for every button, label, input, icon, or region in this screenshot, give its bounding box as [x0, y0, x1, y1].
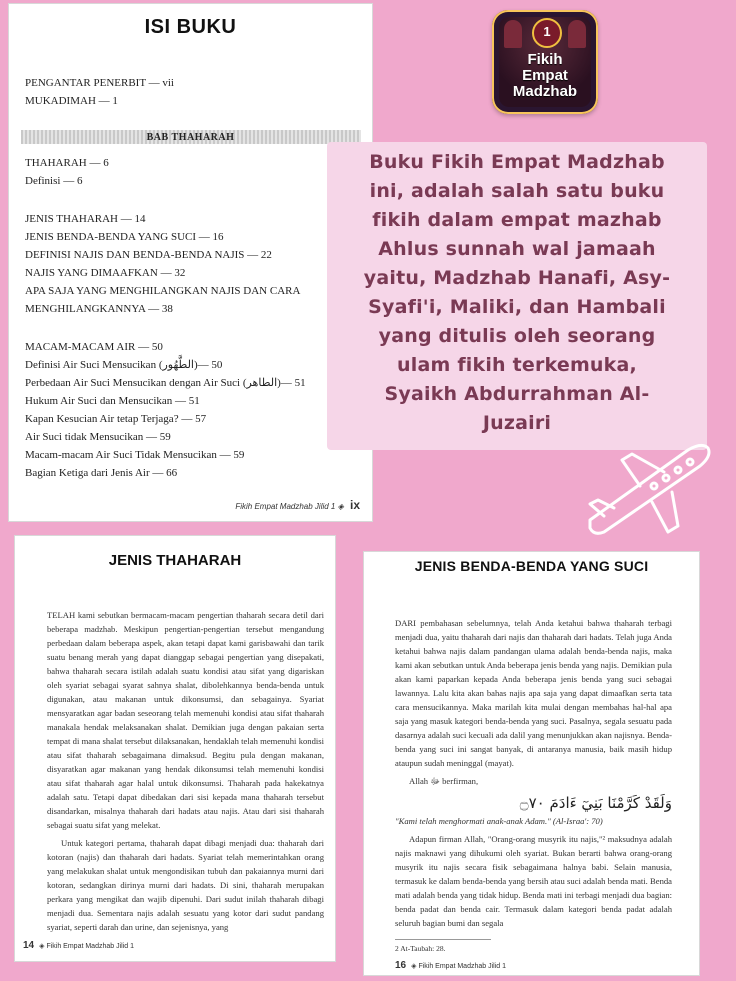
toc-entry[interactable]: NAJIS YANG DIMAAFKAN — 32 [25, 267, 186, 279]
caption-line: ini, adalah salah satu buku [369, 180, 665, 202]
caption-line: Buku Fikih Empat Madzhab [369, 151, 665, 173]
toc-entry[interactable]: Macam-macam Air Suci Tidak Mensucikan — 59 [25, 449, 245, 461]
toc-entry[interactable]: Air Suci tidak Mensucikan — 59 [25, 431, 171, 443]
verse-translation: "Kami telah menghormati anak-anak Adam." (Al-Israa': 70) [395, 816, 603, 826]
logo-text-line3: Madzhab [512, 83, 578, 100]
page-title: JENIS THAHARAH [108, 552, 242, 569]
minaret-icon [504, 20, 522, 48]
paragraph: Adapun firman Allah, "Orang-orang musyrik itu najis,"² maksudnya adalah najis maknawi yang dihukumi oleh syariat. Bukan berarti bahwa orang-orang musyrik itu najis secara fisik sebagaimana halnya babi. Selain manusia, termasuk ke dalam benda-benda yang bersih atau suci adalah benda mati. Benda mati adalah benda yang tidak hidup. Benda mati ini terbagi menjadi dua bagian: benda padat dan benda cair. Termasuk dalam kategori benda padat adalah seluruh bagian bumi dan segala [395, 834, 672, 928]
airplane-icon [560, 420, 720, 540]
footnote: 2 At-Taubah: 28. [395, 944, 446, 953]
toc-entry[interactable]: MENGHILANGKANNYA — 38 [25, 303, 173, 315]
toc-entry[interactable]: Definisi Air Suci Mensucikan (الطَّهُور)— 50 [25, 359, 223, 371]
paragraph: DARI pembahasan sebelumnya, telah Anda ketahui bahwa thaharah terbagi menjadi dua, yaitu thaharah dari najis dan thaharah dari hadats. Telah juga Anda ketahui bahwa najis dalam pandangan ulama adalah benda-benda najis, maka kami akan sebutkan untuk Anda beberapa jenis benda yang najis. Demikian pula akan kami paparkan kepada Anda beberapa jenis benda yang suci sebagai lawannya. Lalu kita akan bahas najis apa saja yang dapat dimaafkan serta tata cara mensucikannya. Maka marilah kita mulai dengan membahas hal-hal apa saja yang masuk kategori benda-benda yang suci. Pasalnya, segala sesuatu pada dasarnya adalah suci kecuali ada dalil yang menunjukkan akan najisnya. Benda-benda yang suci ini sangat banyak, di antaranya manusia, baik masih hidup ataupun sudah meninggal (mayat). [395, 618, 672, 768]
volume-badge: 1 [532, 18, 562, 48]
toc-entry[interactable]: PENGANTAR PENERBIT — vii [25, 77, 174, 89]
caption-line: ulam fikih terkemuka, [397, 354, 637, 376]
arabic-verse: وَلَقَدْ كَرَّمْنَا بَنِيٓ ءَادَمَ ۝٧٠ [519, 794, 672, 812]
caption-box [327, 142, 707, 450]
footnote-divider [395, 939, 491, 940]
page-body [395, 616, 672, 930]
toc-entry[interactable]: THAHARAH — 6 [25, 157, 109, 169]
toc-entries-bab [25, 154, 365, 482]
footer-text: ◈ Fikih Empat Madzhab Jilid 1 [411, 963, 506, 970]
toc-entry[interactable]: Hukum Air Suci dan Mensucikan — 51 [25, 395, 200, 407]
toc-entry[interactable]: Bagian Ketiga dari Jenis Air — 66 [25, 467, 178, 479]
caption-line: Syafi'i, Maliki, dan Hambali [368, 296, 666, 318]
toc-entry[interactable]: JENIS BENDA-BENDA YANG SUCI — 16 [25, 231, 224, 243]
caption-line: Juzairi [482, 412, 552, 434]
paragraph: TELAH kami sebutkan bermacam-macam pengertian thaharah secara detil dari beberapa madzhab. Meskipun pengertian-pengertian tersebut mengandung perbedaan dalam beberapa aspek, akan tetapi dapat kami garisbawahi dan tarik suatu benang merah yang dapat dianggap sebagai pengertian yang disepakati, bahwa thaharah secara istilah adalah suatu kondisi atau sifat yang digariskan oleh syariat sebagai syarat sahnya shalat, dibolehkannya benda-benda untuk digunakan, atau makanan untuk dikonsumsi, dan sebagainya. Syariat mensyaratkan agar badan seseorang telah memenuhi kondisi atau sifat thaharah manakala hendak melaksanakan shalat. Demikian juga dengan pakaian serta tempat di mana shalat tersebut dilaksanakan, hendaklah telah memenuhi kondisi atau sifat thaharah sebagaimana dimaksud. Begitu pula dengan makanan, disyaratkan agar makanan yang hendak dikonsumsi telah memenuhi kondisi atau sifat thaharah agar halal untuk dikonsumsi. Thaharah pada hakekatnya adalah satu. Tetapi dapat dibedakan dari sisi kepada mana thaharah tersebut disandarkan, misalnya thaharah dari hadats atau najis. Atau dari sisi thaharah sebagai suatu sifat yang melekat. [47, 610, 324, 830]
caption-line: yang ditulis oleh seorang [378, 325, 656, 347]
toc-footer-text: Fikih Empat Madzhab Jilid 1 ◈ [235, 502, 344, 511]
caption-line: Ahlus sunnah wal jamaah [378, 238, 656, 260]
toc-footer [235, 498, 360, 512]
caption-line: Syaikh Abdurrahman Al- [384, 383, 650, 405]
minaret-icon [568, 20, 586, 48]
toc-entry[interactable]: MUKADIMAH — 1 [25, 95, 118, 107]
page-jenis-thaharah [15, 536, 335, 961]
toc-title: ISI BUKU [144, 16, 237, 38]
toc-entry[interactable]: Kapan Kesucian Air tetap Terjaga? — 57 [25, 413, 207, 425]
toc-entry[interactable]: Definisi — 6 [25, 175, 83, 187]
page-number: 16 [395, 960, 407, 971]
toc-entries [25, 74, 365, 110]
app-logo[interactable] [492, 10, 598, 114]
bab-title: BAB THAHARAH [146, 132, 235, 143]
caption-text [327, 148, 707, 438]
caption-line: fikih dalam empat mazhab [372, 209, 662, 231]
footer-text: ◈ Fikih Empat Madzhab Jilid 1 [39, 943, 134, 950]
toc-page [9, 4, 372, 521]
toc-entry[interactable]: MACAM-MACAM AIR — 50 [25, 341, 163, 353]
page-footer [395, 960, 506, 971]
logo-text-line2: Empat [522, 67, 568, 84]
paragraph: Allah ﷻ berfirman, [409, 776, 479, 786]
toc-page-number: ix [349, 498, 360, 512]
toc-entry[interactable]: APA SAJA YANG MENGHILANGKAN NAJIS DAN CARA [25, 285, 301, 297]
page-title: JENIS BENDA-BENDA YANG SUCI [414, 558, 649, 574]
page-number: 14 [23, 940, 35, 951]
toc-entry[interactable]: DEFINISI NAJIS DAN BENDA-BENDA NAJIS — 22 [25, 249, 272, 261]
caption-line: yaitu, Madzhab Hanafi, Asy- [363, 267, 671, 289]
page-body [47, 608, 324, 934]
logo-text-line1: Fikih [527, 51, 563, 68]
page-jenis-benda-suci [364, 552, 699, 975]
page-footer [23, 940, 134, 951]
toc-entry[interactable]: Perbedaan Air Suci Mensucikan dengan Air Suci (الطاهر)— 51 [25, 377, 306, 389]
toc-entry[interactable]: JENIS THAHARAH — 14 [25, 213, 146, 225]
paragraph: Untuk kategori pertama, thaharah dapat dibagi menjadi dua: thaharah dari kotoran (najis) dan thaharah dari hadats. Syariat telah memerintahkan orang yang melakukan shalat untuk mengondisikan tubuh dan pakaiannya murni dari kotoran, sedangkan dirinya murni dari hadats. Di sini, thaharah merupakan perkara yang mengikat dan wajib dipenuhi. Dari sudut inilah thaharah dibagi menjadi dua. Sementara najis adalah sesuatu yang kotor dari sudut pandang syariat, seperti darah dan urine, dan sejenisnya, yang [47, 838, 324, 932]
